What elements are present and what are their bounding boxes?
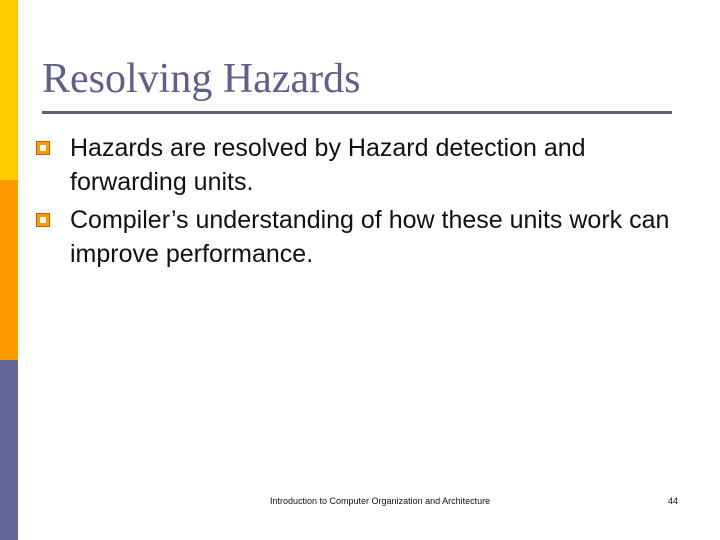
square-bullet-icon xyxy=(36,213,50,227)
title-underline xyxy=(42,111,672,114)
bullet-item xyxy=(36,131,676,199)
slide-title: Resolving Hazards xyxy=(42,56,361,102)
page-number: 44 xyxy=(667,496,678,506)
bullet-item xyxy=(36,203,676,271)
square-bullet-icon xyxy=(36,141,50,155)
bullet-list xyxy=(36,131,676,275)
side-bar-top xyxy=(0,0,18,180)
slide-footer: Introduction to Computer Organization and Architecture xyxy=(270,496,491,506)
side-bar-middle xyxy=(0,180,18,360)
bullet-text: Hazards are resolved by Hazard detection and forwarding units. xyxy=(70,134,586,196)
bullet-text: Compiler’s understanding of how these units work can improve performance. xyxy=(70,206,670,268)
side-bar-bottom xyxy=(0,360,18,540)
